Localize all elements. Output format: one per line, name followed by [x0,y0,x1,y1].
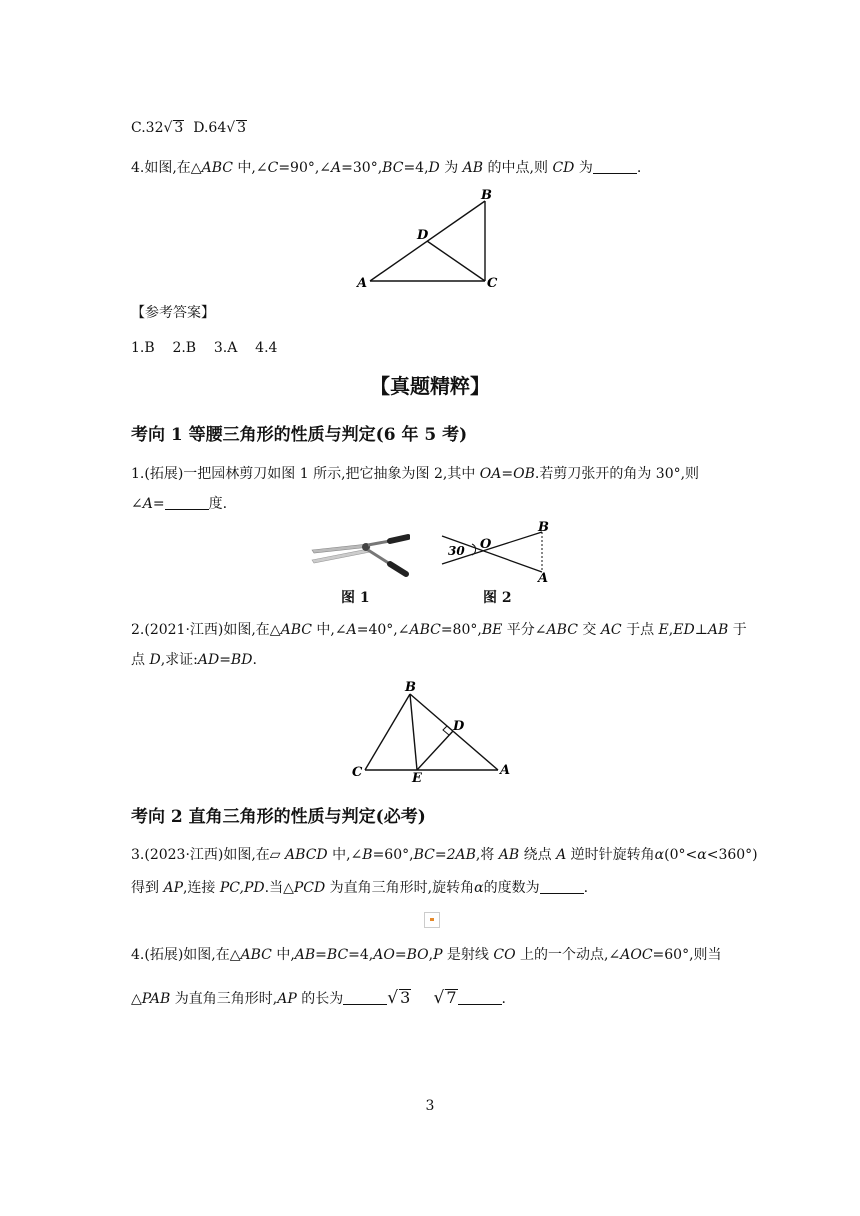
label-a: A [500,763,511,778]
page-number: 3 [425,1098,435,1114]
topic-1-heading: 考向 1 等腰三角形的性质与判定(6 年 5 考) [131,425,468,445]
triangle-figure-1 [355,185,505,291]
t2-question-4-line1: 4.(拓展)如图,在△ABC 中,AB=BC=4,AO=BO,P 是射线 CO 上的一个动点,∠AOC=60°,则当 [131,947,722,963]
answers: 1.B 2.B 3.A 4.4 [131,340,278,356]
t1-question-1-line1: 1.(拓展)一把园林剪刀如图 1 所示,把它抽象为图 2,其中 OA=OB.若剪刀张开的角为 30°,则 [131,466,700,482]
q3-options: C.32√ 3 D.64√ 3 [131,120,247,136]
figure-caption-2: 图 2 [483,590,512,606]
figure-caption-1: 图 1 [341,590,370,606]
option-d: D.64 [193,120,227,136]
handle-upper [390,537,408,541]
t1-question-2-line2: 点 D,求证:AD=BD. [131,652,257,668]
scissors-diagram [438,520,558,584]
label-a: A [538,571,549,584]
section-title: 【真题精粹】 [370,374,490,398]
label-b: B [405,680,416,695]
triangle-figure-2 [350,678,520,782]
option-d-radicand: 3 [237,120,247,136]
label-a: A [357,276,368,291]
answer-blank [593,159,637,174]
answer-blank [540,879,584,894]
radicand-1: 3 [400,988,411,1007]
answer-blank [458,990,502,1005]
handle-lower [390,564,406,574]
t2-question-4-line2: △PAB 为直角三角形时,AP 的长为 √ 3 √ 7 . [131,988,506,1008]
radicand-2: 7 [446,988,457,1007]
label-b: B [481,188,492,203]
option-c-radicand: 3 [174,120,184,136]
scissors-figure [310,530,410,582]
answer-blank [165,495,209,510]
t1-question-2-line1: 2.(2021·江西)如图,在△ABC 中,∠A=40°,∠ABC=80°,BE 平分∠ABC 交 AC 于点 E,ED⊥AB 于 [131,622,747,638]
t2-question-3-line1: 3.(2023·江西)如图,在▱ ABCD 中,∠B=60°,BC=2AB,将 AB 绕点 A 逆时针旋转角α(0°<α<360°) [131,847,758,863]
label-c: C [487,276,498,291]
t1-question-1-line2: ∠A= 度. [131,496,228,512]
t2-question-3-line2: 得到 AP,连接 PC,PD.当△PCD 为直角三角形时,旋转角α的度数为 . [131,880,589,896]
answer-blank [343,990,387,1005]
label-o: O [480,537,492,552]
option-c: C.32 [131,120,164,136]
topic-2-heading: 考向 2 直角三角形的性质与判定(必考) [131,807,426,827]
angle-label: 30 [448,544,465,558]
label-e: E [412,771,422,782]
label-d: D [453,719,465,734]
label-c: C [352,765,363,780]
answer-label: 【参考答案】 [131,305,215,321]
label-d: D [417,228,429,243]
question-4: 4.如图,在△ABC 中,∠C=90°,∠A=30°,BC=4,D 为 AB 的中点,则 CD 为 . [131,160,642,176]
image-placeholder-icon [424,912,440,928]
label-b: B [538,520,549,535]
segment-cd [427,241,485,281]
